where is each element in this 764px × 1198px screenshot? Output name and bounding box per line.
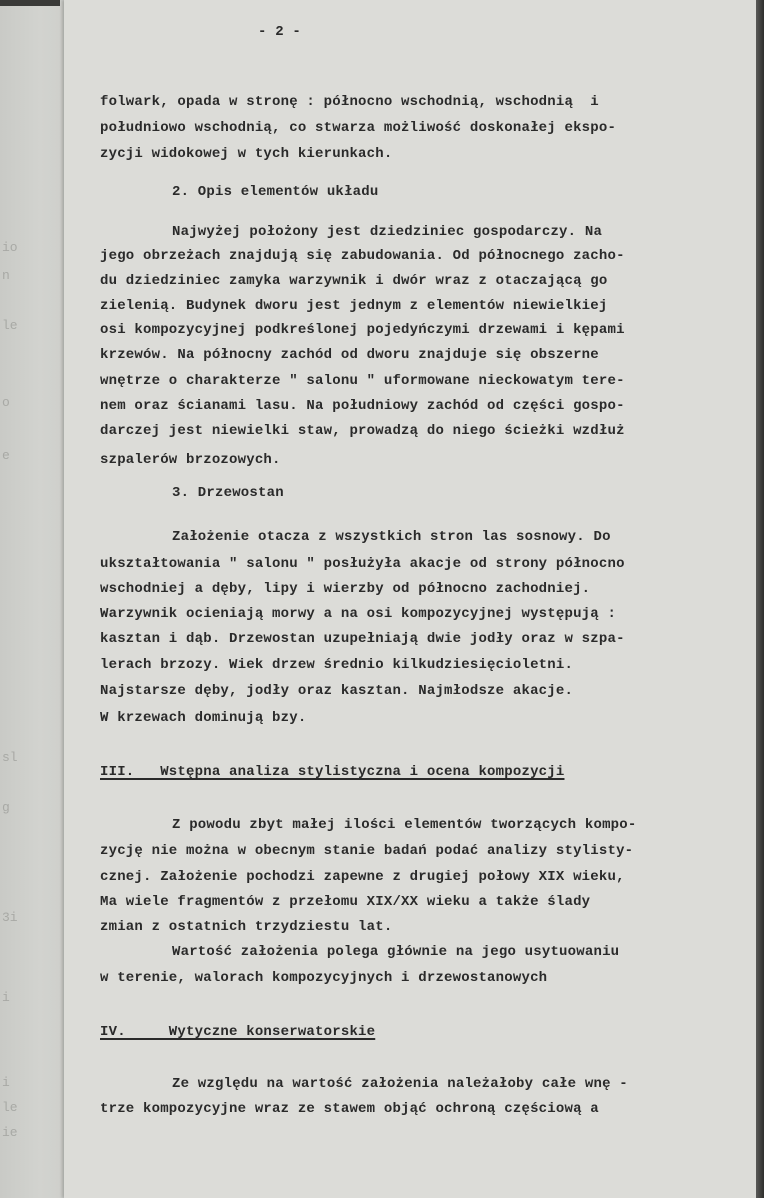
text-line: cznej. Założenie pochodzi zapewne z drugiej połowy XIX wieku, (100, 869, 625, 885)
text-line: Najstarsze dęby, jodły oraz kasztan. Najmłodsze akacje. (100, 683, 574, 699)
margin-ghost-mark: 3i (2, 910, 18, 925)
margin-ghost-mark: o (2, 395, 10, 410)
text-line: zycję nie można w obecnym stanie badań podać analizy stylisty- (100, 843, 634, 859)
text-line: darczej jest niewielki staw, prowadzą do niego ścieżki wzdłuż (100, 423, 625, 439)
margin-ghost-mark: ie (2, 1125, 18, 1140)
text-line: jego obrzeżach znajdują się zabudowania. Od północnego zacho- (100, 248, 625, 264)
margin-ghost-mark: sl (2, 750, 18, 765)
document-page (64, 0, 756, 1198)
margin-ghost-mark: n (2, 268, 10, 283)
text-line: zmian z ostatnich trzydziestu lat. (100, 919, 393, 935)
text-line: zielenią. Budynek dworu jest jednym z elementów niewielkiej (100, 298, 608, 314)
text-line: W krzewach dominują bzy. (100, 710, 307, 726)
text-line: szpalerów brzozowych. (100, 452, 281, 468)
margin-ghost-mark: e (2, 448, 10, 463)
text-line: w terenie, walorach kompozycyjnych i drzewostanowych (100, 970, 548, 986)
section-heading: 3. Drzewostan (172, 485, 284, 501)
section-heading-underlined: III. Wstępna analiza stylistyczna i ocena kompozycji (100, 764, 565, 780)
text-line: południowo wschodnią, co stwarza możliwość doskonałej ekspo- (100, 120, 617, 136)
text-line: Warzywnik ocieniają morwy a na osi kompozycyjnej występują : (100, 606, 617, 622)
margin-ghost-mark: g (2, 800, 10, 815)
text-line: folwark, opada w stronę : północno wschodnią, wschodnią i (100, 94, 599, 110)
margin-ghost-mark: le (2, 1100, 18, 1115)
margin-ghost-mark: le (2, 318, 18, 333)
margin-ghost-mark: io (2, 240, 18, 255)
margin-ghost-mark: i (2, 990, 10, 1005)
text-line: lerach brzozy. Wiek drzew średnio kilkudziesięcioletni. (100, 657, 574, 673)
text-line: nem oraz ścianami lasu. Na południowy zachód od części gospo- (100, 398, 625, 414)
text-line: Z powodu zbyt małej ilości elementów tworzących kompo- (172, 817, 637, 833)
text-line: osi kompozycyjnej podkreślonej pojedyńczymi drzewami i kępami (100, 322, 625, 338)
text-line: Ze względu na wartość założenia należałoby całe wnę - (172, 1076, 628, 1092)
text-line: Założenie otacza z wszystkich stron las sosnowy. Do (172, 529, 611, 545)
scan-right-edge (756, 0, 764, 1198)
text-line: trze kompozycyjne wraz ze stawem objąć ochroną częściową a (100, 1101, 599, 1117)
scan-corner-shadow (0, 0, 60, 6)
text-line: kasztan i dąb. Drzewostan uzupełniają dwie jodły oraz w szpa- (100, 631, 625, 647)
section-heading-underlined: IV. Wytyczne konserwatorskie (100, 1024, 376, 1040)
text-line: Ma wiele fragmentów z przełomu XIX/XX wieku a także ślady (100, 894, 591, 910)
text-line: du dziedziniec zamyka warzywnik i dwór wraz z otaczającą go (100, 273, 608, 289)
margin-ghost-mark: i (2, 1075, 10, 1090)
text-line: wnętrze o charakterze " salonu " uformowane nieckowatym tere- (100, 373, 625, 389)
text-line: Wartość założenia polega głównie na jego usytuowaniu (172, 944, 620, 960)
text-line: Najwyżej położony jest dziedziniec gospodarczy. Na (172, 224, 603, 240)
section-heading: 2. Opis elementów układu (172, 184, 379, 200)
text-line: wschodniej a dęby, lipy i wierzby od północno zachodniej. (100, 581, 591, 597)
text-line: zycji widokowej w tych kierunkach. (100, 146, 393, 162)
text-line: ukształtowania " salonu " posłużyła akacje od strony północno (100, 556, 625, 572)
page-number: - 2 - (258, 24, 302, 40)
text-line: krzewów. Na północny zachód od dworu znajduje się obszerne (100, 347, 599, 363)
